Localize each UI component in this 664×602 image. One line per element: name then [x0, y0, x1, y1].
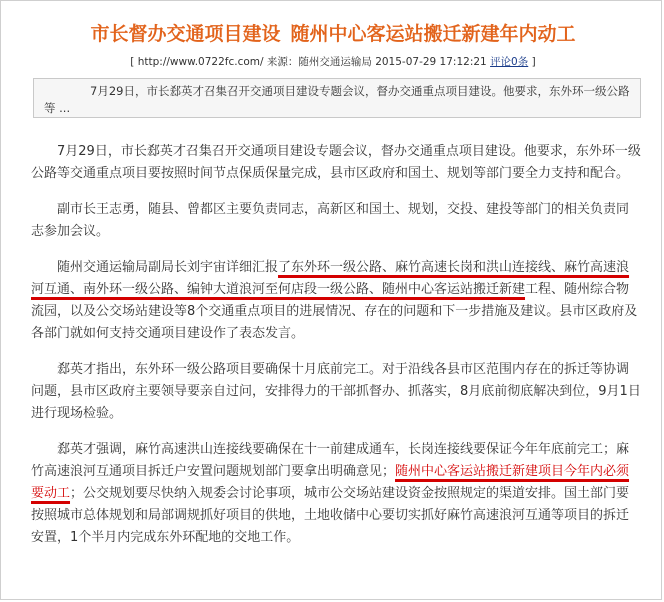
article-title	[1, 19, 662, 46]
article-title-part1: 市长督办交通项目建设	[90, 23, 281, 45]
paragraph-3-rest: 工程、随州综合物流园，以及公交场站建设等8个交通重点项目的进展情况、存在的问题和下一步措施及建议。县市区政府及各部门就如何支持交通项目建设作了表态发言。	[31, 282, 638, 341]
comments-link[interactable]: 评论0条	[490, 56, 529, 68]
paragraph-1: 7月29日，市长郄英才召集召开交通项目建设专题会议，督办交通重点项目建设。他要求，东外环一级公路等交通重点项目要按照时间节点保质保量完成，县市区政府和国土、规划等部门要全力支持和配合。	[31, 144, 641, 181]
paragraph-5-lead: 郄英才强调，麻竹高速洪山连接线要确保在十一前建成通车，长岗连接线要保证今年年底前完工；麻竹高速浪河互通项目拆迁户安置问题规划部门要拿出明确意见；	[31, 442, 630, 479]
article-summary: 7月29日，市长郄英才召集召开交通项目建设专题会议，督办交通重点项目建设。他要求，东外环一级公路等 ...	[44, 84, 630, 115]
meta-close-bracket: ]	[531, 56, 536, 68]
paragraph-3-highlight: 了东外环一级公路、麻竹高速长岗和洪山连接线、麻竹高速浪河互通、南外环一级公路、编钟大道浪河至何店段一级公路、随州中心客运站搬迁新建	[31, 260, 630, 297]
article-meta	[1, 54, 662, 69]
paragraph-5-rest: ；公交规划要尽快纳入规委会讨论事项，城市公交场站建设资金按照规定的渠道安排。国土部门要按照城市总体规划和局部调规抓好项目的供地，土地收储中心要切实抓好麻竹高速浪河互通等项目的拆迁安置，1个半月内完成东外环配地的交地工作。	[31, 486, 630, 545]
paragraph-2: 副市长王志勇，随县、曾都区主要负责同志，高新区和国土、规划，交投、建投等部门的相关负责同志参加会议。	[31, 202, 630, 239]
article-body	[31, 141, 641, 563]
paragraph-3-lead: 随州交通运输局副局长刘宇宙详细汇报	[57, 260, 279, 275]
article-summary-box	[33, 78, 641, 118]
paragraph-5	[31, 439, 641, 549]
meta-source: [ http://www.0722fc.com/ 来源：随州交通运输局 2015-07-29 17:12:21	[130, 56, 487, 68]
article-title-part2: 随州中心客运站搬迁新建年内动工	[290, 23, 576, 45]
paragraph-5-highlight: 随州中心客运站搬迁新建项目今年内必须要动工	[31, 464, 630, 501]
paragraph-3	[31, 257, 641, 345]
paragraph-4: 郄英才指出，东外环一级公路项目要确保十月底前完工。对于沿线各县市区范围内存在的拆迁等协调问题，县市区政府主要领导要亲自过问，安排得力的干部抓督办、抓落实，8月底前彻底解决到位，9月1日进行现场检验。	[31, 362, 641, 421]
